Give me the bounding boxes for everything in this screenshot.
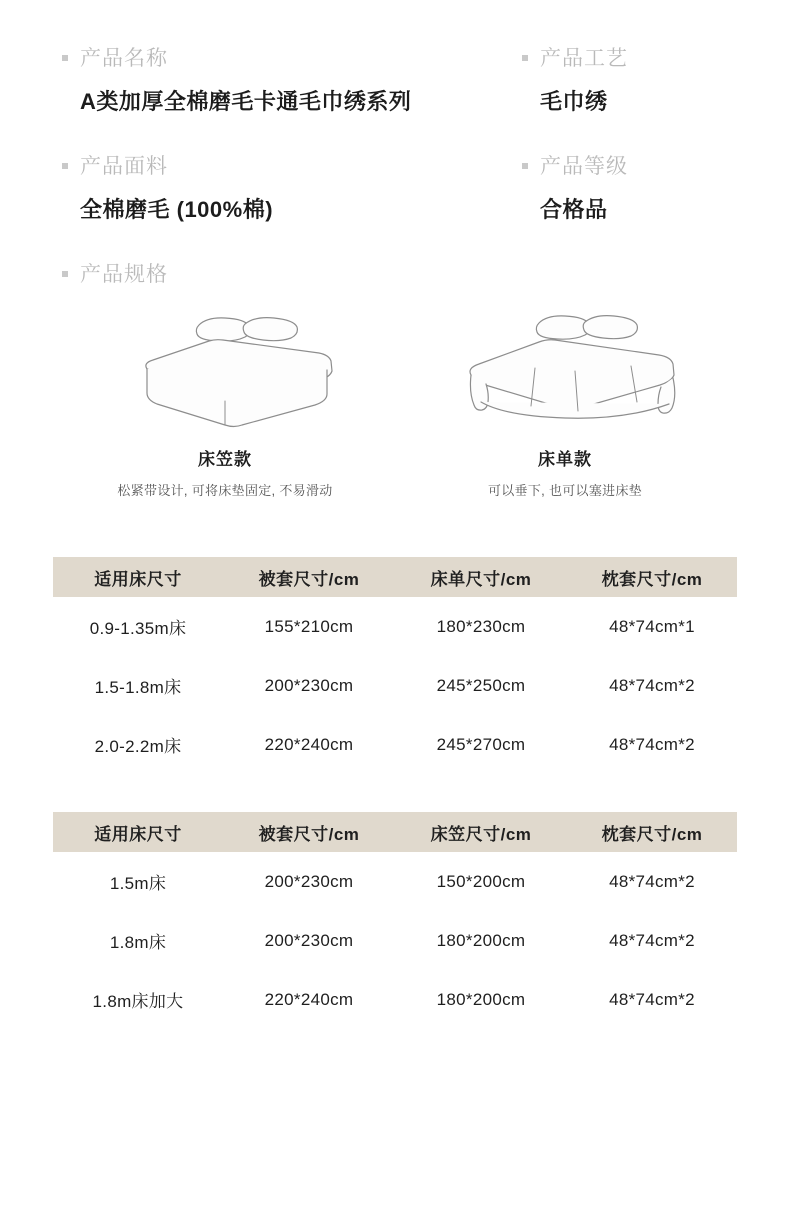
attribute-row <box>0 150 790 258</box>
flat-sheet-icon <box>435 305 695 435</box>
table-cell: 220*240cm <box>264 989 354 1009</box>
attribute-value: A类加厚全棉磨毛卡通毛巾绣系列 <box>80 89 412 114</box>
table-cell: 48*74cm*2 <box>609 734 695 754</box>
table-header-cell: 被套尺寸/cm <box>223 557 395 597</box>
product-attributes <box>0 0 790 301</box>
attribute-value: 毛巾绣 <box>540 89 608 114</box>
table-cell: 48*74cm*2 <box>609 930 695 950</box>
illustration-title: 床笠款 <box>198 450 252 469</box>
attribute-label <box>62 42 460 72</box>
fitted-sheet-icon <box>95 305 355 435</box>
bullet-square-icon <box>62 271 68 277</box>
table-header-cell: 床笠尺寸/cm <box>395 812 567 852</box>
table-cell: 200*230cm <box>264 675 354 695</box>
table-cell: 180*230cm <box>436 616 526 636</box>
table-cell: 1.8m床加大 <box>92 992 184 1011</box>
table-header-row <box>53 557 737 597</box>
illustration-flat-sheet <box>395 305 735 499</box>
table-row <box>53 715 737 774</box>
attribute-row <box>0 258 790 301</box>
size-table-fitted-sheet <box>53 812 737 1029</box>
table-cell: 155*210cm <box>264 616 354 636</box>
attribute-label <box>62 258 460 288</box>
sheet-style-illustrations <box>0 305 790 499</box>
attribute-label-text: 产品名称 <box>80 47 168 70</box>
size-table-bed-sheet <box>53 557 737 774</box>
attribute-value: 合格品 <box>540 197 608 222</box>
attribute-product-size <box>0 258 460 301</box>
attribute-product-fabric <box>0 150 460 258</box>
table-row <box>53 911 737 970</box>
table-cell: 48*74cm*2 <box>609 675 695 695</box>
table-cell: 150*200cm <box>436 871 526 891</box>
table-header-cell: 适用床尺寸 <box>53 812 223 852</box>
table-row <box>53 852 737 911</box>
table-cell: 1.8m床 <box>109 933 167 952</box>
table-cell: 200*230cm <box>264 871 354 891</box>
attribute-product-grade <box>460 150 790 258</box>
attribute-product-name <box>0 42 460 150</box>
illustration-title: 床单款 <box>538 450 592 469</box>
attribute-label-text: 产品面料 <box>80 155 168 178</box>
table-cell: 245*250cm <box>436 675 526 695</box>
bullet-square-icon <box>62 163 68 169</box>
table-cell: 48*74cm*2 <box>609 871 695 891</box>
table-cell: 0.9-1.35m床 <box>89 619 187 638</box>
table-cell: 48*74cm*2 <box>609 989 695 1009</box>
table-cell: 200*230cm <box>264 930 354 950</box>
table-cell: 220*240cm <box>264 734 354 754</box>
table-cell: 48*74cm*1 <box>609 616 695 636</box>
bullet-square-icon <box>62 55 68 61</box>
table-row <box>53 597 737 656</box>
attribute-label-text: 产品规格 <box>80 263 168 286</box>
attribute-label-text: 产品工艺 <box>540 47 628 70</box>
table-cell: 180*200cm <box>436 930 526 950</box>
attribute-label <box>522 42 790 72</box>
table-header-cell: 枕套尺寸/cm <box>567 557 737 597</box>
illustration-subtitle: 可以垂下, 也可以塞进床垫 <box>487 483 643 498</box>
table-row <box>53 656 737 715</box>
table-cell: 180*200cm <box>436 989 526 1009</box>
attribute-row <box>0 42 790 150</box>
attribute-label <box>522 150 790 180</box>
table-row <box>53 970 737 1029</box>
table-cell: 2.0-2.2m床 <box>94 737 182 756</box>
table-header-row <box>53 812 737 852</box>
attribute-label <box>62 150 460 180</box>
table-header-cell: 床单尺寸/cm <box>395 557 567 597</box>
table-cell: 245*270cm <box>436 734 526 754</box>
bullet-square-icon <box>522 163 528 169</box>
table-header-cell: 被套尺寸/cm <box>223 812 395 852</box>
table-header-cell: 枕套尺寸/cm <box>567 812 737 852</box>
table-cell: 1.5m床 <box>109 874 167 893</box>
table-header-cell: 适用床尺寸 <box>53 557 223 597</box>
illustration-subtitle: 松紧带设计, 可将床垫固定, 不易滑动 <box>117 483 333 498</box>
attribute-product-craft <box>460 42 790 150</box>
bullet-square-icon <box>522 55 528 61</box>
illustration-fitted-sheet <box>55 305 395 499</box>
attribute-label-text: 产品等级 <box>540 155 628 178</box>
attribute-value: 全棉磨毛 (100%棉) <box>80 197 274 222</box>
table-cell: 1.5-1.8m床 <box>94 678 182 697</box>
